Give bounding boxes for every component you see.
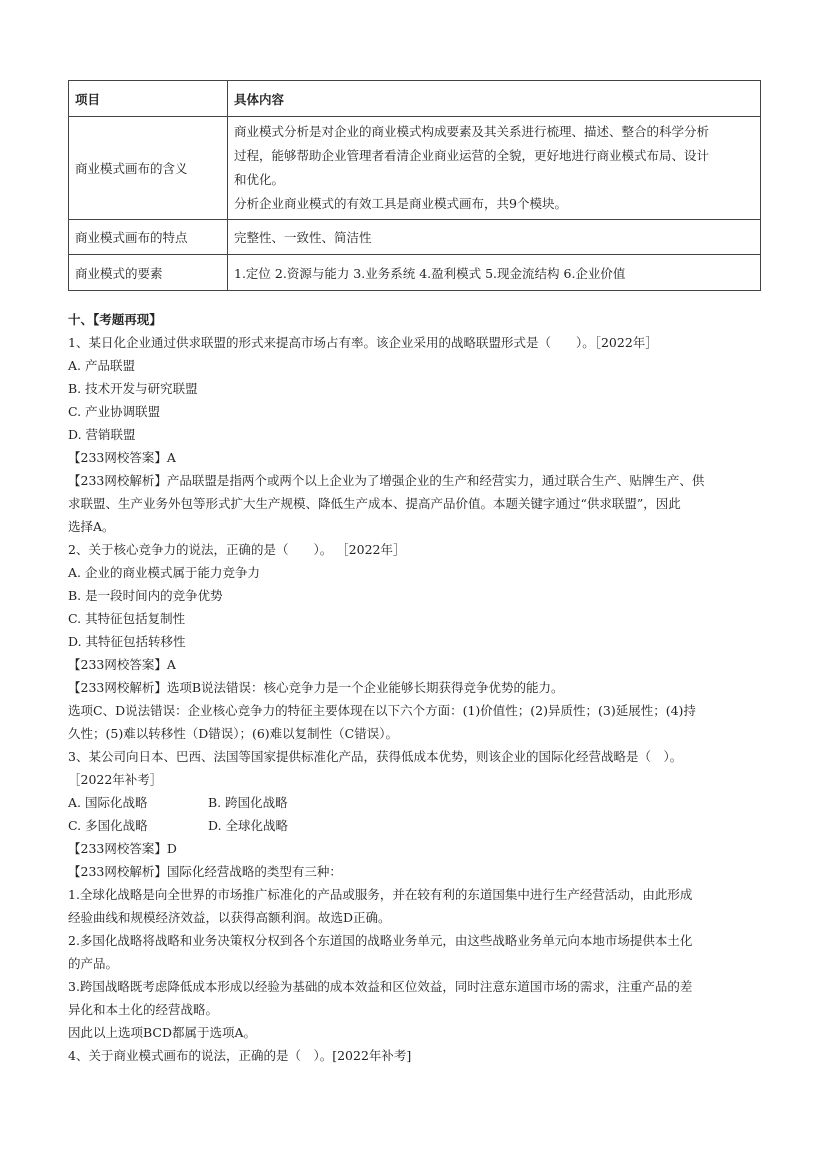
table-row (69, 220, 761, 255)
options-row (68, 814, 768, 837)
analysis-line: 【233网校解析】产品联盟是指两个或两个以上企业为了增强企业的生产和经营实力，通过联合生产、贴牌生产、供 (68, 473, 705, 488)
table-cell-content: 1.定位 2.资源与能力 3.业务系统 4.盈利模式 5.现金流结构 6.企业价值 (228, 255, 761, 291)
analysis-line: 【233网校解析】选项B说法错误：核心竞争力是一个企业能够长期获得竞争优势的能力。 (68, 680, 564, 695)
question-3 (68, 745, 768, 1044)
section-title: 十、【考题再现】 (68, 312, 162, 327)
content-line: 商业模式分析是对企业的商业模式构成要素及其关系进行梳理、描述、整合的科学分析 (234, 124, 710, 139)
option-a: A. 企业的商业模式属于能力竞争力 (68, 565, 260, 580)
answer: 【233网校答案】A (68, 657, 176, 672)
option-c: C. 多国化战略 (68, 818, 148, 833)
option-c: C. 产业协调联盟 (68, 404, 161, 419)
question-stem: 2、关于核心竞争力的说法，正确的是（ ）。 ［2022年］ (68, 542, 406, 557)
question-4 (68, 1044, 768, 1067)
analysis-line: 【233网校解析】国际化经营战略的类型有三种： (68, 864, 342, 879)
option-a: A. 国际化战略 (68, 795, 148, 810)
option-b: B. 技术开发与研究联盟 (68, 381, 198, 396)
analysis-line: 久性；(5)难以转移性（D错误）；(6)难以复制性（C错误）。 (68, 726, 398, 741)
question-stem: 1、某日化企业通过供求联盟的形式来提高市场占有率。该企业采用的战略联盟形式是（ ）。［2022年］ (68, 335, 658, 350)
option-b: B. 是一段时间内的竞争优势 (68, 588, 223, 603)
analysis-line: 求联盟、生产业务外包等形式扩大生产规模、降低生产成本、提高产品价值。本题关键字通过“供求联盟”，因此 (68, 496, 681, 511)
table-header-row (69, 81, 761, 117)
content-line: 过程，能够帮助企业管理者看清企业商业运营的全貌，更好地进行商业模式布局、设计 (234, 148, 710, 163)
options-row (68, 791, 768, 814)
table-row (69, 117, 761, 220)
question-1 (68, 331, 768, 538)
analysis-line: 选项C、D说法错误：企业核心竞争力的特征主要体现在以下六个方面：(1)价值性；(2)异质性；(3)延展性；(4)持 (68, 703, 696, 718)
table-header-item: 项目 (69, 81, 228, 117)
table-cell-item: 商业模式画布的特点 (69, 220, 228, 255)
table-row (69, 255, 761, 291)
answer: 【233网校答案】A (68, 450, 176, 465)
analysis-line: 选择A。 (68, 519, 115, 534)
option-d: D. 全球化战略 (208, 818, 289, 833)
option-c: C. 其特征包括复制性 (68, 611, 186, 626)
table-cell-content: 完整性、一致性、简洁性 (228, 220, 761, 255)
table-cell-item: 商业模式画布的含义 (69, 117, 228, 220)
analysis-line: 异化和本土化的经营战略。 (68, 1002, 219, 1017)
table-cell-content (228, 117, 761, 220)
content-line: 分析企业商业模式的有效工具是商业模式画布，共9个模块。 (234, 196, 567, 211)
answer: 【233网校答案】D (68, 841, 177, 856)
option-d: D. 其特征包括转移性 (68, 634, 186, 649)
analysis-line: 经验曲线和规模经济效益，以获得高额利润。故选D正确。 (68, 910, 391, 925)
analysis-line: 1.全球化战略是向全世界的市场推广标准化的产品或服务，并在较有利的东道国集中进行生产经营活动，由此形成 (68, 887, 693, 902)
table-cell-item: 商业模式的要素 (69, 255, 228, 291)
question-stem-cont: ［2022年补考］ (68, 772, 163, 787)
summary-table-container (68, 80, 761, 291)
question-stem: 4、关于商业模式画布的说法，正确的是（ ）。[2022年补考] (68, 1048, 412, 1063)
question-2 (68, 538, 768, 745)
analysis-line: 因此以上选项BCD都属于选项A。 (68, 1025, 257, 1040)
option-d: D. 营销联盟 (68, 427, 136, 442)
summary-table (68, 80, 761, 291)
question-stem: 3、某公司向日本、巴西、法国等国家提供标准化产品，获得低成本优势，则该企业的国际化经营战略是（ ）。 (68, 749, 683, 764)
analysis-line: 的产品。 (68, 956, 119, 971)
analysis-line: 3.跨国战略既考虑降低成本形成以经验为基础的成本效益和区位效益，同时注意东道国市场的需求，注重产品的差 (68, 979, 693, 994)
option-b: B. 跨国化战略 (208, 795, 288, 810)
table-header-content: 具体内容 (228, 81, 761, 117)
exam-questions (68, 308, 768, 1067)
option-a: A. 产品联盟 (68, 358, 135, 373)
content-line: 和优化。 (234, 172, 285, 187)
analysis-line: 2.多国化战略将战略和业务决策权分权到各个东道国的战略业务单元，由这些战略业务单元向本地市场提供本土化 (68, 933, 693, 948)
